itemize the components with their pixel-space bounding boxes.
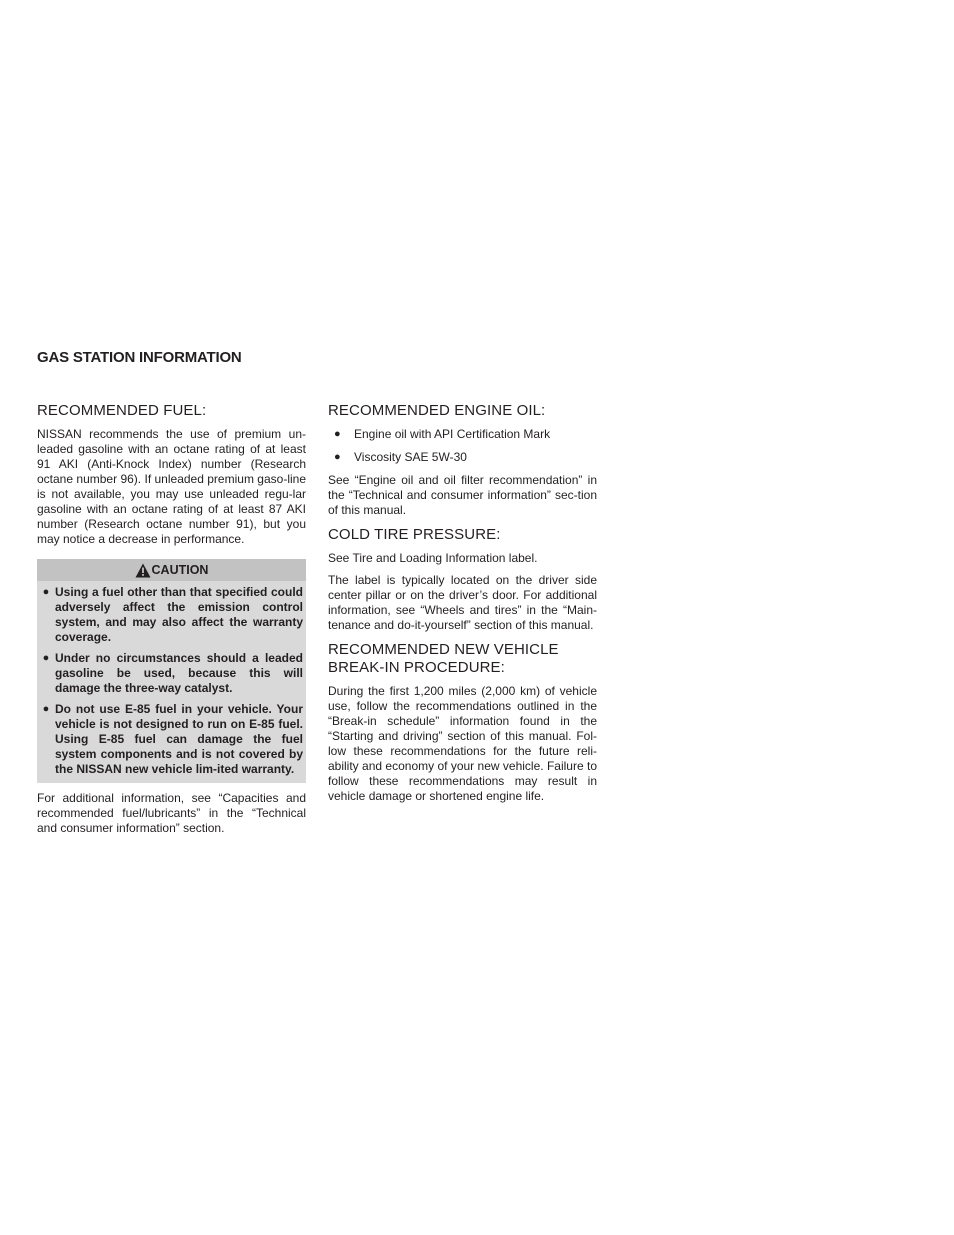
engine-oil-item-text: Viscosity SAE 5W-30 <box>354 450 467 464</box>
engine-oil-paragraph: See “Engine oil and oil filter recommendation” in the “Technical and consumer information” sec-tion of this manual. <box>328 473 597 517</box>
list-item <box>328 427 597 442</box>
left-column <box>37 402 306 843</box>
caution-item <box>37 585 303 645</box>
additional-info-paragraph: For additional information, see “Capacities and recommended fuel/lubricants” in the “Technical and consumer information” section. <box>37 791 306 835</box>
caution-item-text: Do not use E-85 fuel in your vehicle. Your vehicle is not designed to run on E-85 fuel. Using E-85 fuel can damage the fuel system components and is not covered by the NISSAN new vehicle lim-ited warranty. <box>55 702 303 776</box>
caution-item-text: Using a fuel other than that specified could adversely affect the emission control system, and may also affect the warranty coverage. <box>55 585 303 644</box>
bullet-icon: ● <box>42 586 50 598</box>
page-title: GAS STATION INFORMATION <box>37 349 242 366</box>
recommended-engine-oil-heading: RECOMMENDED ENGINE OIL: <box>328 402 546 419</box>
warning-triangle-icon <box>135 563 151 578</box>
caution-item <box>37 651 303 696</box>
caution-label: CAUTION <box>151 563 209 577</box>
engine-oil-list <box>328 427 597 465</box>
engine-oil-item-text: Engine oil with API Certification Mark <box>354 427 551 441</box>
right-column <box>328 402 597 811</box>
cold-tire-pressure-heading: COLD TIRE PRESSURE: <box>328 526 501 543</box>
caution-box <box>37 559 306 783</box>
caution-list <box>37 581 306 777</box>
caution-item <box>37 702 303 777</box>
break-in-paragraph: During the first 1,200 miles (2,000 km) of vehicle use, follow the recommendations outlined in the “Break-in schedule” information found in the “Starting and driving” section of this manual. Fol-low these recommendations for the future reli-ability and economy of your new vehicle. Failure to follow these recommendations may result in vehicle damage or shortened engine life. <box>328 684 597 803</box>
recommended-fuel-paragraph: NISSAN recommends the use of premium un-leaded gasoline with an octane rating of at least 91 AKI (Anti-Knock Index) number (Research octane number 96). If unleaded premium gaso-line is not available, you may use unleaded regu-lar gasoline with an octane rating of at least 87 AKI number (Research octane number 91), but you may notice a decrease in performance. <box>37 427 306 546</box>
caution-header <box>37 559 306 581</box>
caution-item-text: Under no circumstances should a leaded gasoline be used, because this will damage the three-way catalyst. <box>55 651 303 695</box>
bullet-icon: ● <box>334 451 341 463</box>
recommended-fuel-heading: RECOMMENDED FUEL: <box>37 402 207 419</box>
break-in-heading-line-1: RECOMMENDED NEW VEHICLE <box>328 641 559 658</box>
break-in-heading-line-2: BREAK-IN PROCEDURE: <box>328 659 505 676</box>
bullet-icon: ● <box>42 652 50 664</box>
break-in-heading <box>328 641 597 677</box>
bullet-icon: ● <box>42 703 50 715</box>
tire-paragraph-1: See Tire and Loading Information label. <box>328 551 538 565</box>
bullet-icon: ● <box>334 428 341 440</box>
list-item <box>328 450 597 465</box>
tire-paragraph-2: The label is typically located on the driver side center pillar or on the driver’s door. For additional information, see “Wheels and tires” in the “Main-tenance and do-it-yourself” section of this manual. <box>328 573 597 632</box>
